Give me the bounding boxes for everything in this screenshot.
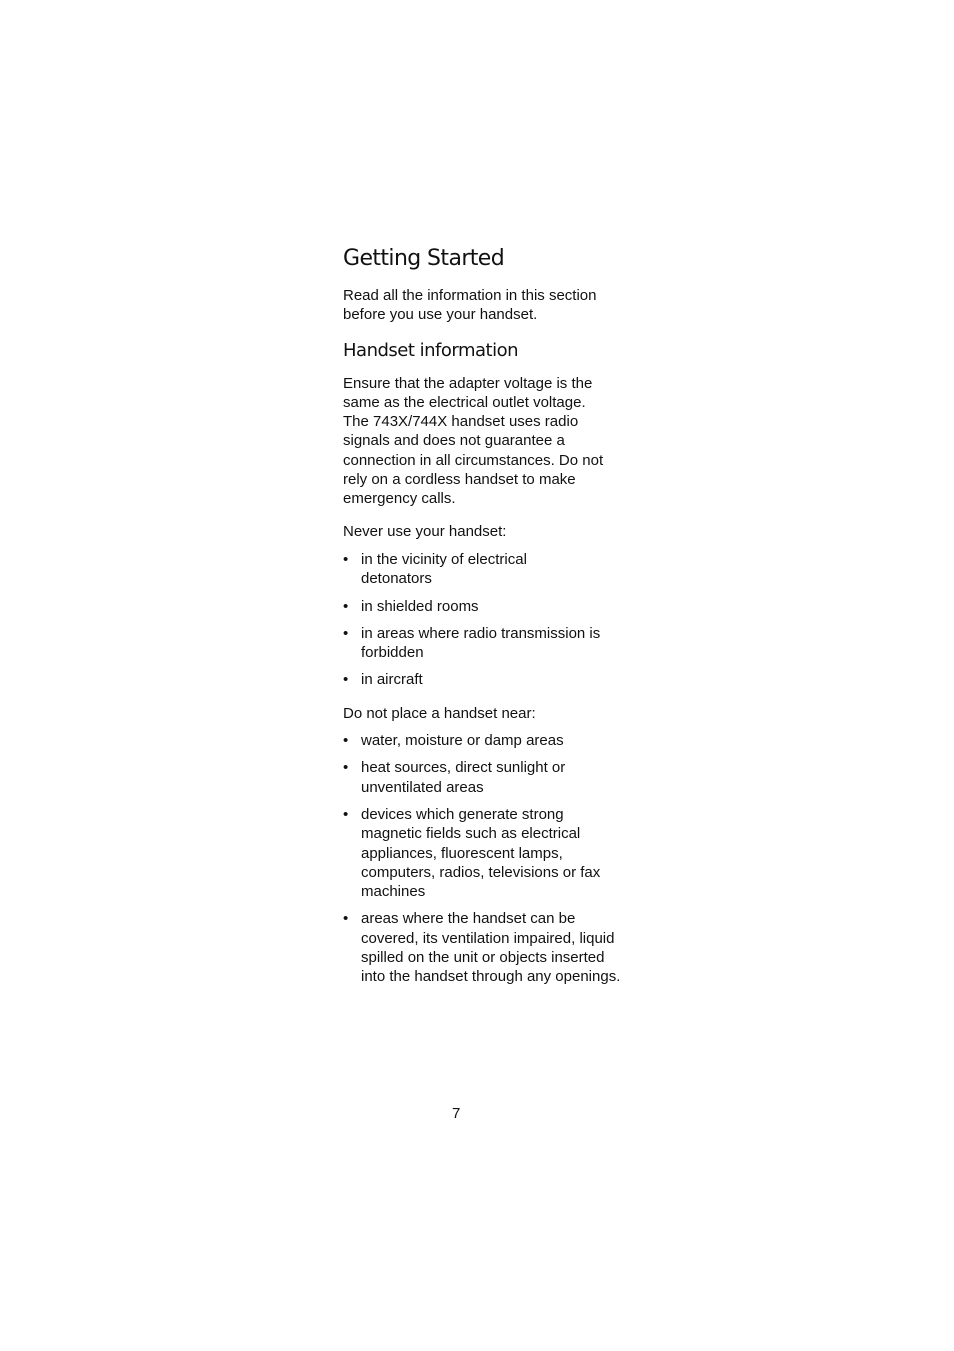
never-use-lead: Never use your handset: (343, 522, 507, 540)
section-heading: Handset information (343, 339, 519, 361)
bullet: • (343, 550, 349, 568)
bullet: • (343, 805, 349, 823)
page-title: Getting Started (343, 246, 505, 271)
list-item-text: in the vicinity of electrical detonators (361, 550, 527, 588)
list-item (343, 909, 623, 986)
do-not-place-list (343, 731, 623, 987)
page-number: 7 (452, 1105, 461, 1122)
list-item (343, 670, 623, 689)
intro-paragraph: Read all the information in this section before you use your handset. (343, 287, 597, 324)
list-item-text: areas where the handset can be covered, its ventilation impaired, liquid spilled on the unit or objects inserted into the handset through any openings. (361, 910, 621, 986)
list-item (343, 805, 617, 901)
bullet: • (343, 671, 349, 689)
list-item (343, 624, 619, 663)
list-item-text: devices which generate strong magnetic fields such as electrical appliances, fluorescent lamps, computers, radios, televisions or fax machines (361, 805, 601, 901)
list-item-text: in areas where radio transmission is forbidden (361, 624, 601, 662)
never-use-list (343, 550, 623, 690)
bullet: • (343, 597, 349, 615)
section-paragraph: Ensure that the adapter voltage is the same as the electrical outlet voltage. The 743X/744X handset uses radio signals and does not guarantee a connection in all circumstances. Do not rely on a cordless handset to make emergency calls. (343, 374, 604, 508)
list-item (343, 597, 623, 616)
list-item-text: water, moisture or damp areas (361, 732, 564, 750)
list-item (343, 758, 601, 797)
bullet: • (343, 759, 349, 777)
list-item-text: in shielded rooms (361, 597, 479, 615)
list-item (343, 550, 601, 589)
list-item (343, 731, 601, 750)
page-content (343, 244, 623, 987)
bullet: • (343, 732, 349, 750)
list-item-text: in aircraft (361, 671, 423, 689)
bullet: • (343, 624, 349, 642)
list-item-text: heat sources, direct sunlight or unventilated areas (361, 759, 566, 796)
do-not-place-lead: Do not place a handset near: (343, 704, 536, 722)
bullet: • (343, 910, 349, 928)
